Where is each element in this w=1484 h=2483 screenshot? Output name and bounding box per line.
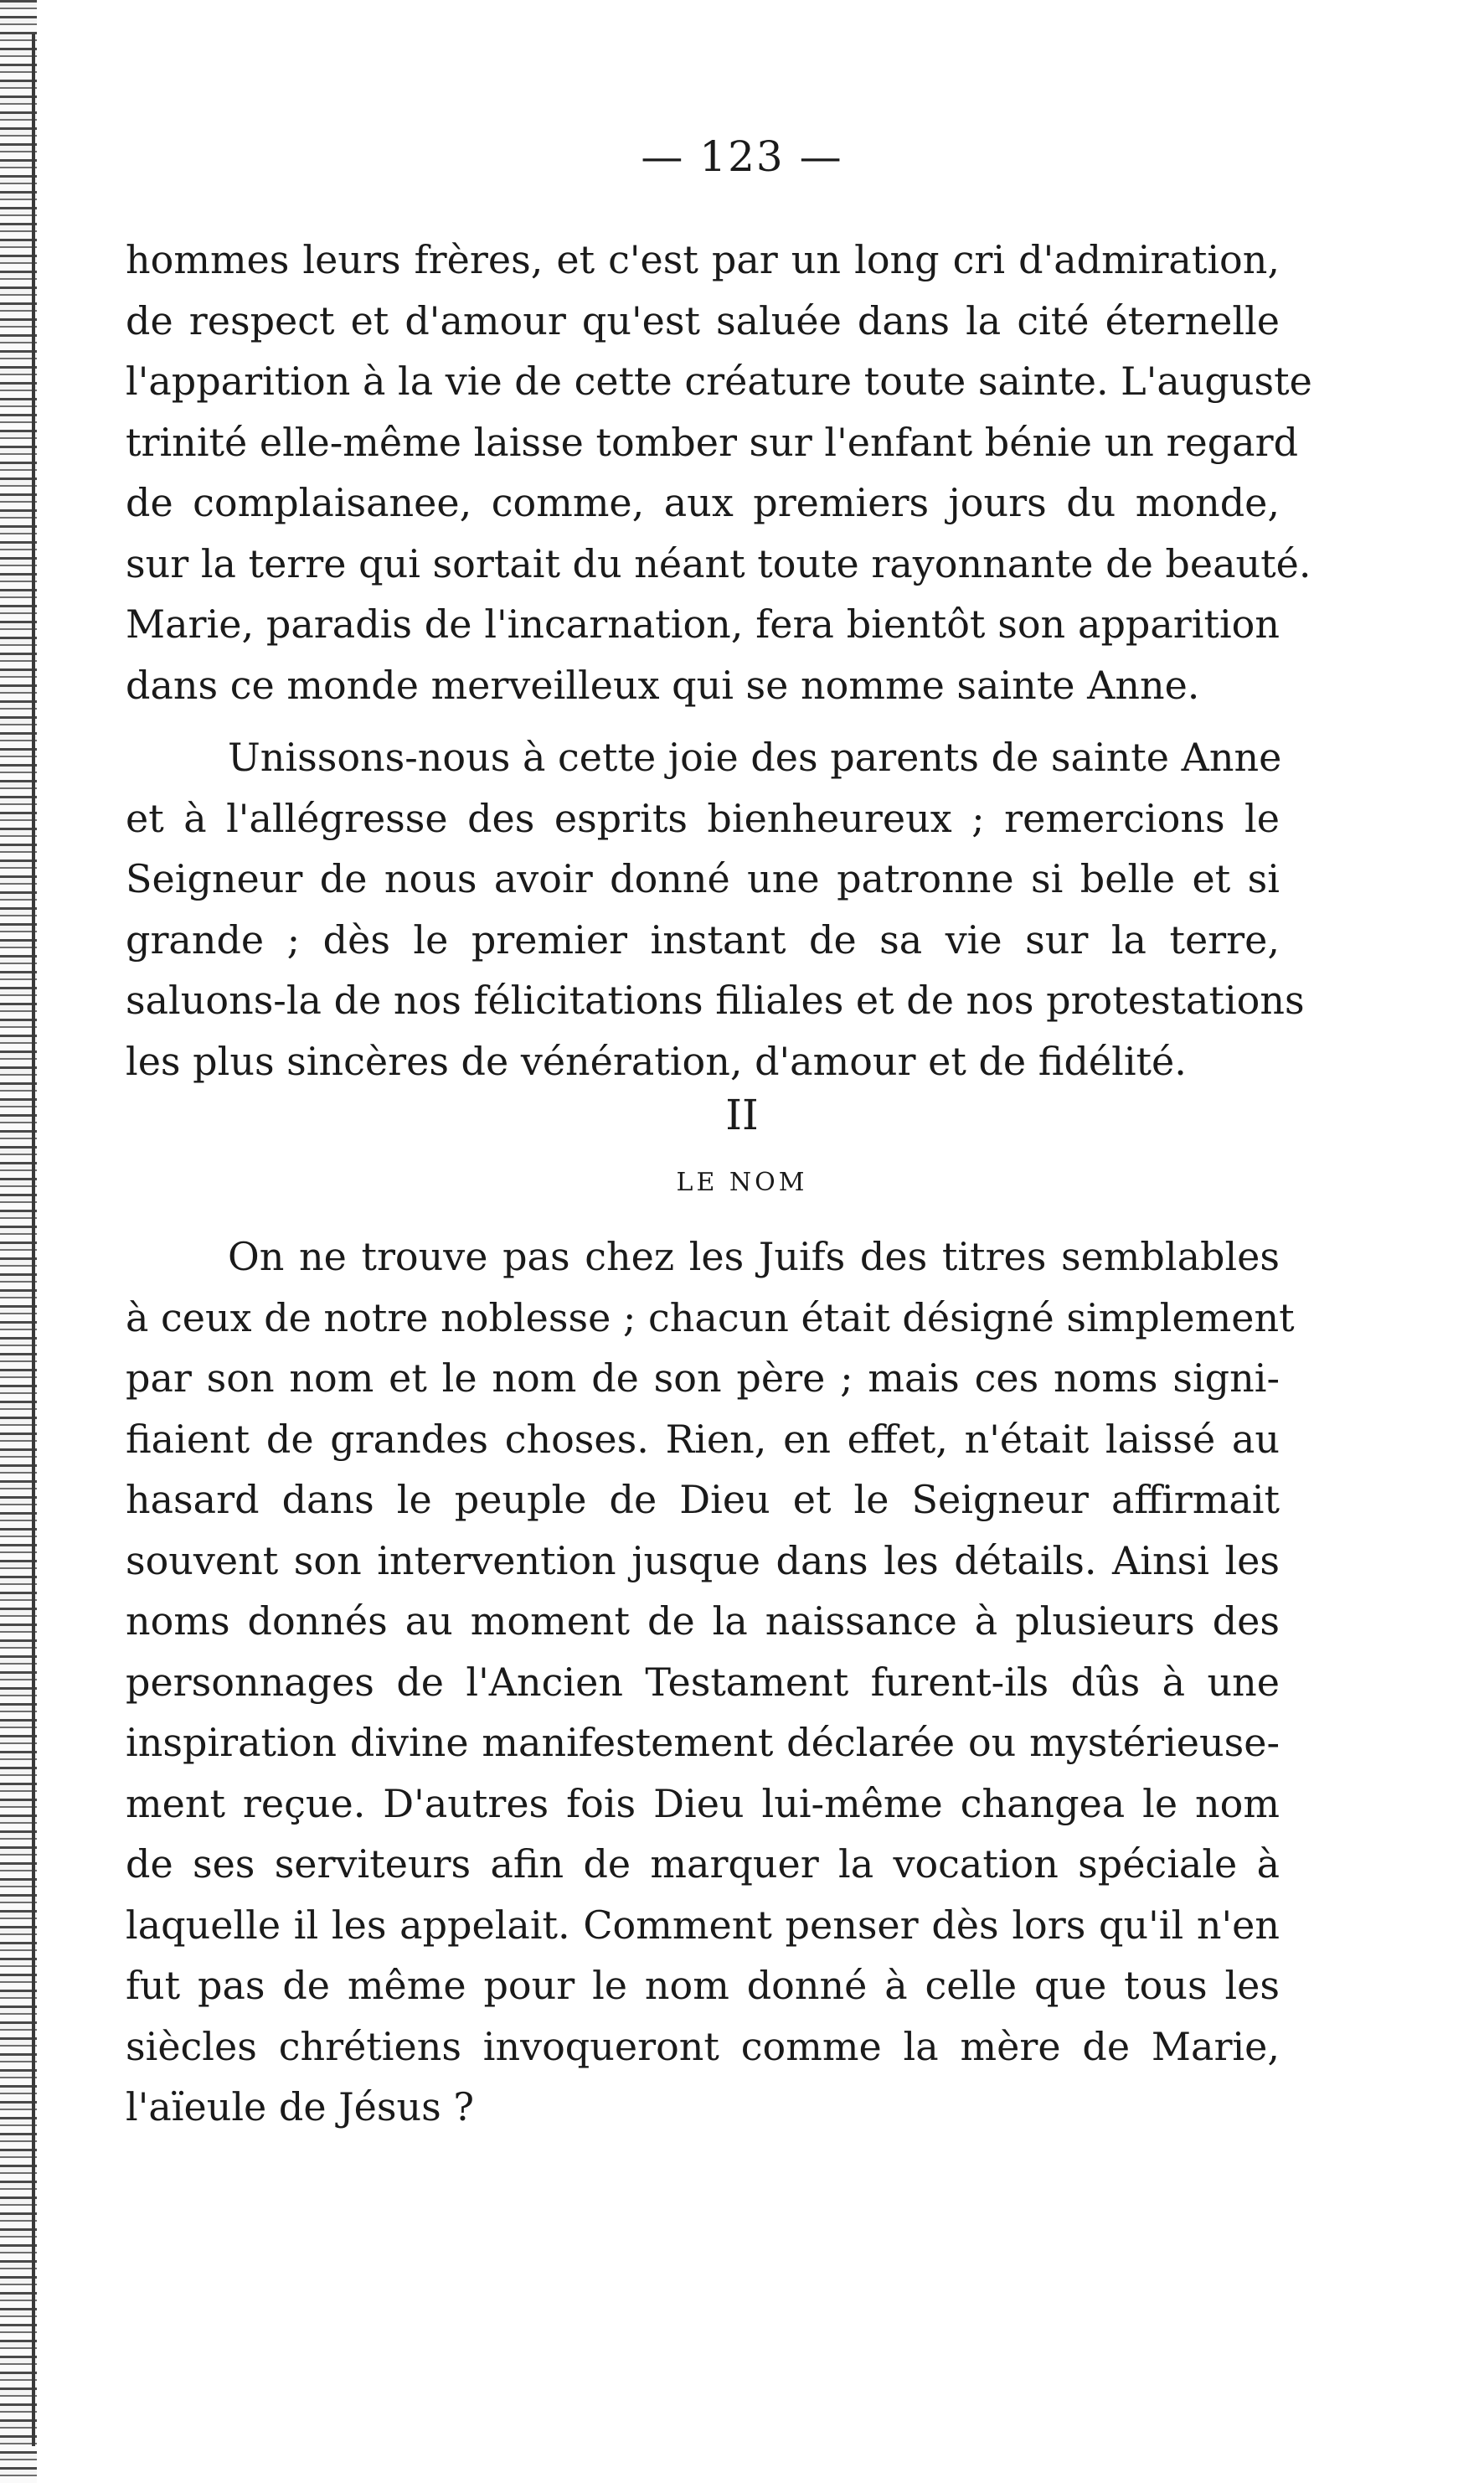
paragraph-1 bbox=[126, 230, 1312, 715]
text-line: sur la terre qui sortait du néant toute rayonnante de beauté. bbox=[126, 540, 1311, 586]
text-line: Seigneur de nous avoir donné une patronne si belle et si bbox=[126, 856, 1280, 901]
text-line: hasard dans le peuple de Dieu et le Seigneur affirmait bbox=[126, 1477, 1280, 1522]
text-line: de complaisanee, comme, aux premiers jours du monde, bbox=[126, 480, 1280, 525]
text-line: et à l'allégresse des esprits bienheureux ; remercions le bbox=[126, 795, 1280, 841]
text-line: noms donnés au moment de la naissance à plusieurs des bbox=[126, 1598, 1280, 1644]
paragraph-3 bbox=[126, 1226, 1295, 2138]
text-line: ment reçue. D'autres fois Dieu lui-même changea le nom bbox=[126, 1780, 1280, 1826]
paragraph-2 bbox=[126, 727, 1305, 1092]
text-line: fiaient de grandes choses. Rien, en effet, n'était laissé au bbox=[126, 1416, 1280, 1462]
text-line: de respect et d'amour qu'est saluée dans la cité éternelle bbox=[126, 297, 1280, 343]
text-line: de ses serviteurs afin de marquer la vocation spéciale à bbox=[126, 1841, 1280, 1887]
section-title: LE NOM bbox=[676, 1168, 808, 1197]
text-line: les plus sincères de vénération, d'amour et de fidélité. bbox=[126, 1038, 1187, 1084]
section-number: II bbox=[725, 1091, 759, 1139]
text-line: l'aïeule de Jésus ? bbox=[126, 2084, 474, 2129]
text-line: dans ce monde merveilleux qui se nomme sainte Anne. bbox=[126, 662, 1200, 708]
text-line: l'apparition à la vie de cette créature toute sainte. L'auguste bbox=[126, 359, 1312, 404]
text-line: Marie, paradis de l'incarnation, fera bientôt son apparition bbox=[126, 601, 1280, 647]
page-binding-line bbox=[32, 34, 35, 2446]
text-line: trinité elle-même laisse tomber sur l'enfant bénie un regard bbox=[126, 419, 1299, 465]
text-line: grande ; dès le premier instant de sa vie sur la terre, bbox=[126, 916, 1280, 963]
page-number: — 123 — bbox=[641, 132, 843, 181]
text-line: fut pas de même pour le nom donné à celle que tous les bbox=[126, 1963, 1280, 2008]
text-line: On ne trouve pas chez les Juifs des titres semblables bbox=[228, 1234, 1280, 1279]
text-line: siècles chrétiens invoqueront comme la mère de Marie, bbox=[126, 2023, 1280, 2069]
text-line: personnages de l'Ancien Testament furent-ils dûs à une bbox=[126, 1659, 1280, 1705]
text-line: inspiration divine manifestement déclarée ou mystérieuse- bbox=[126, 1720, 1280, 1765]
text-line: à ceux de notre noblesse ; chacun était désigné simplement bbox=[126, 1294, 1295, 1340]
text-line: par son nom et le nom de son père ; mais ces noms signi- bbox=[126, 1355, 1280, 1401]
text-line: Unissons-nous à cette joie des parents de sainte Anne bbox=[228, 735, 1282, 780]
text-line: saluons-la de nos félicitations filiales et de nos protestations bbox=[126, 978, 1305, 1023]
text-line: hommes leurs frères, et c'est par un long cri d'admiration, bbox=[126, 237, 1280, 282]
text-line: souvent son intervention jusque dans les détails. Ainsi les bbox=[126, 1537, 1280, 1583]
text-line: laquelle il les appelait. Comment penser dès lors qu'il n'en bbox=[126, 1902, 1280, 1948]
